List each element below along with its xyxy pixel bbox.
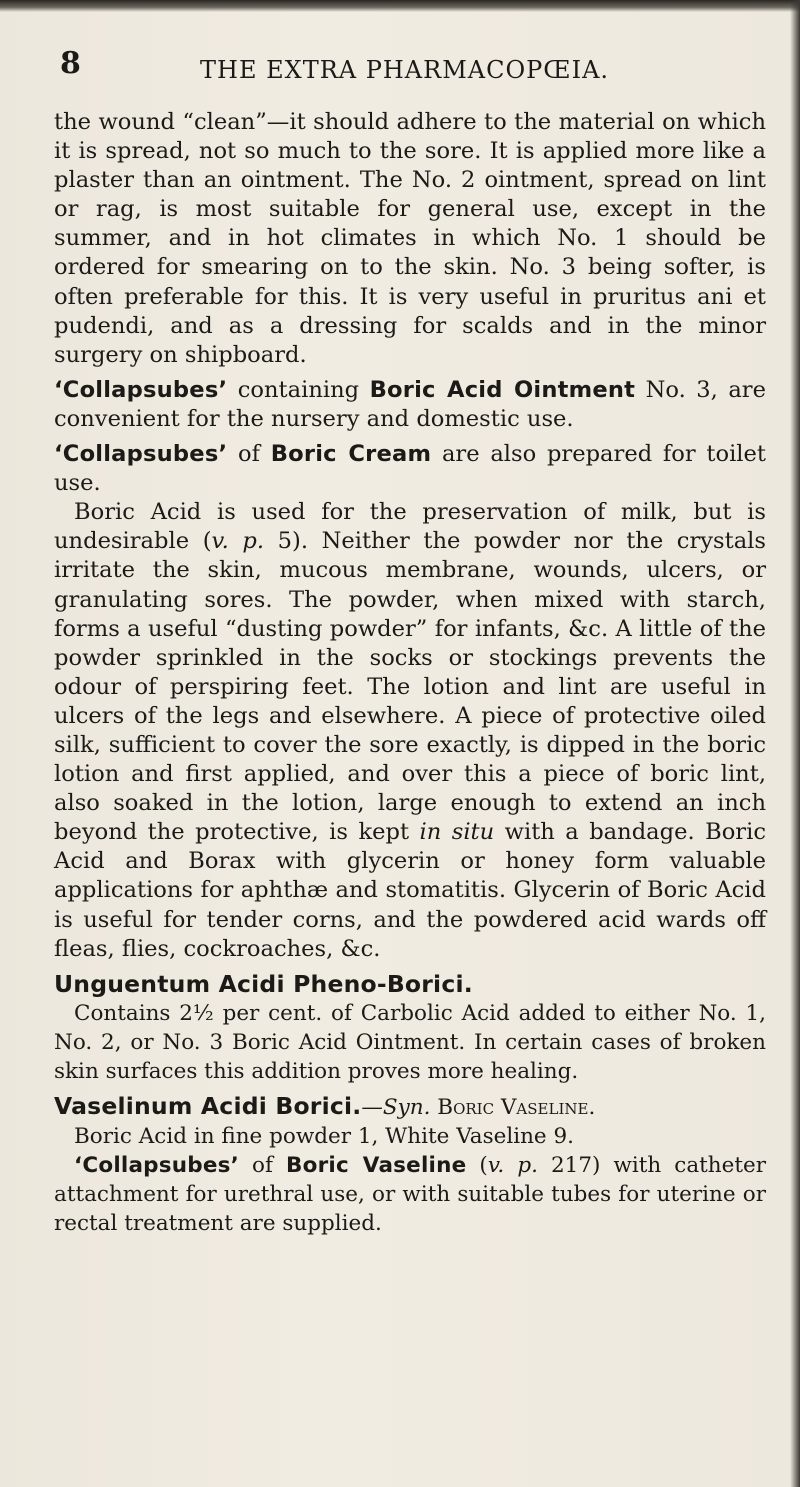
text-run: 217) with catheter attachment for urethral use, or with suitable tubes for uterine or rectal treatment are supplied. (54, 1153, 766, 1237)
text-run: — (361, 1095, 383, 1121)
text-run: ( (466, 1153, 488, 1179)
synonym-label: Syn. (382, 1095, 431, 1121)
paragraph-collapsubes-cream (54, 440, 766, 498)
collapsubes-term: ‘Collapsubes’ (74, 1153, 239, 1179)
text-run: with a bandage. Boric Acid and Borax with glycerin or honey form valuable applications for aphthæ and stomatitis. Glycerin of Boric Acid is useful for tender corns, and the powdered acid wards off fleas, flies, cockroaches, &c. (54, 819, 766, 962)
text-run: containing (227, 376, 370, 403)
text-run: of (227, 441, 271, 468)
product-name: Boric Cream (270, 441, 432, 468)
cross-reference: v. p. (211, 528, 265, 555)
paragraph-collapsubes-vaseline (54, 1151, 766, 1238)
cross-reference: v. p. (487, 1153, 538, 1179)
text-run: No. 3, are convenient for the nursery and domestic use. (54, 376, 766, 432)
paragraph-pheno-boric: Contains 2½ per cent. of Carbolic Acid added to either No. 1, No. 2, or No. 3 Boric Acid Ointment. In certain cases of broken skin surfaces this addition proves more healing. (54, 1000, 766, 1084)
page-top-shadow (0, 0, 800, 12)
paragraph-collapsubes-ointment (54, 376, 766, 434)
text-run: of (239, 1153, 287, 1179)
vaselinum-title: Vaselinum Acidi Borici. (54, 1092, 362, 1121)
heading-unguentum: Unguentum Acidi Pheno-Borici. (54, 969, 473, 998)
page-edge-shadow (790, 0, 800, 1487)
body-text (54, 108, 766, 1239)
paragraph-boric-acid-uses (54, 498, 766, 964)
heading-vaselinum (54, 1092, 766, 1122)
latin-phrase: in situ (419, 819, 495, 846)
text-run: Boric Acid is used for the preservation of milk, but is undesirable ( (54, 499, 766, 555)
collapsubes-term: ‘Collapsubes’ (54, 441, 228, 468)
product-name: Boric Vaseline (286, 1153, 467, 1179)
paragraph-vaseline-formula: Boric Acid in fine powder 1, White Vaseline 9. (74, 1124, 574, 1150)
text-run: 5). Neither the powder nor the crystals irritate the skin, mucous membrane, wounds, ulcers, or granulating sores. The powder, when mixed with starch, forms a useful “dusting powder” for infants, &c. A little of the powder sprinkled in the socks or stockings prevents the odour of perspiring feet. The lotion and lint are useful in ulcers of the legs and elsewhere. A piece of protective oiled silk, sufficient to cover the sore exactly, is dipped in the boric lotion and first applied, and over this a piece of boric lint, also soaked in the lotion, large enough to extend an inch beyond the protective, is kept (54, 528, 766, 846)
collapsubes-term: ‘Collapsubes’ (54, 376, 228, 403)
synonym-name: Boric Vaseline. (430, 1095, 596, 1121)
paragraph-wound-clean: the wound “clean”—it should adhere to the material on which it is spread, not so much to the sore. It is applied more like a plaster than an ointment. The No. 2 ointment, spread on lint or rag, is most suitable for general use, except in the summer, and in hot climates in which No. 1 should be ordered for smearing on to the skin. No. 3 being softer, is often preferable for this. It is very useful in pruritus ani et pudendi, and as a dressing for scalds and in the minor surgery on shipboard. (54, 109, 766, 368)
product-name: Boric Acid Ointment (369, 376, 636, 403)
text-run: are also prepared for toilet use. (54, 441, 766, 497)
page-number: 8 (60, 46, 81, 81)
running-title: THE EXTRA PHARMACOPŒIA. (200, 56, 610, 84)
page-header (60, 46, 760, 86)
